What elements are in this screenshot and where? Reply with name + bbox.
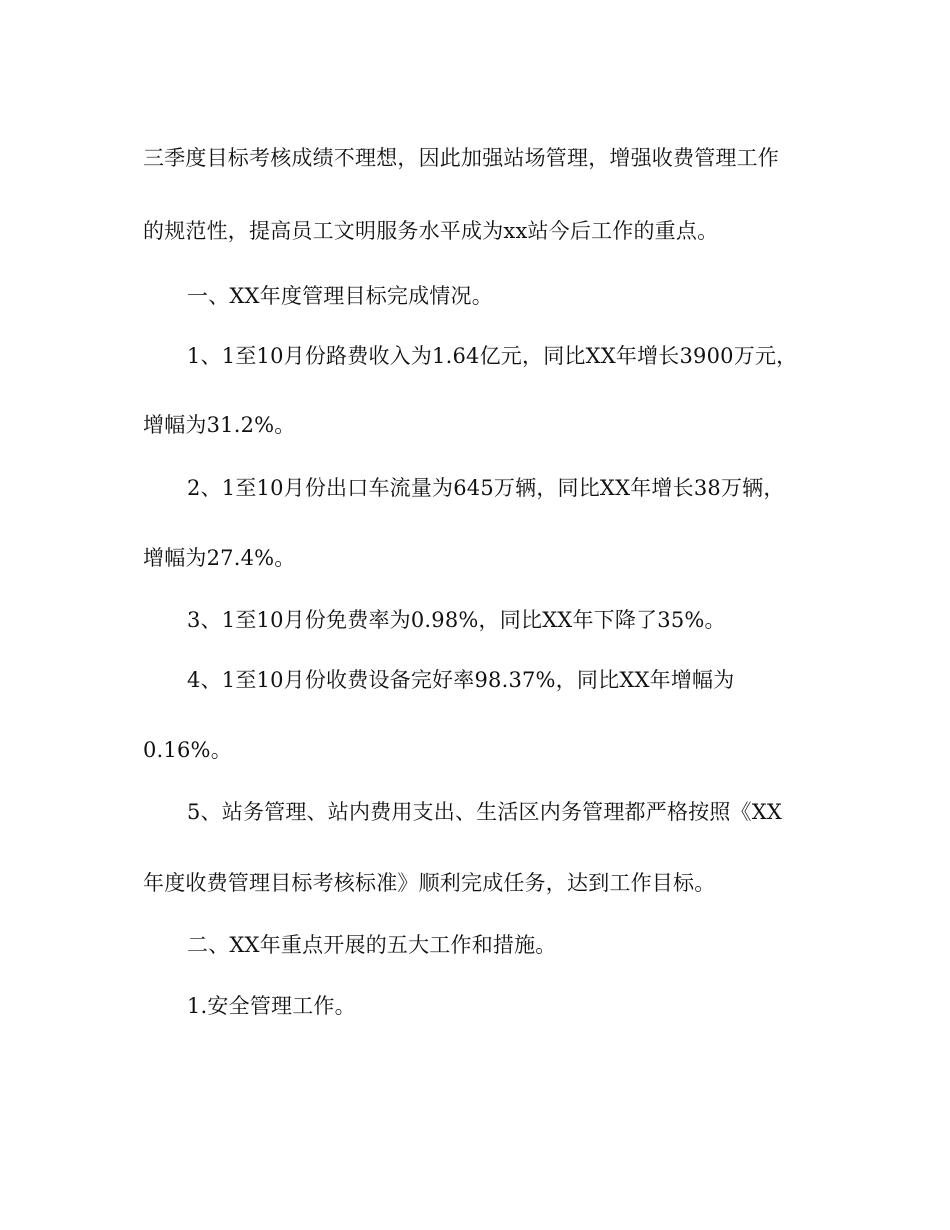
item-1-line-2: 增幅为31.2%。 bbox=[143, 413, 296, 437]
item-2-line-1: 2、1至10月份出口车流量为645万辆，同比XX年增长38万辆， bbox=[187, 476, 785, 500]
item-4-line-1: 4、1至10月份收费设备完好率98.37%，同比XX年增幅为 bbox=[187, 668, 735, 692]
item-5-line-2: 年度收费管理目标考核标准》顺利完成任务，达到工作目标。 bbox=[143, 871, 716, 895]
section-heading-1: 一、XX年度管理目标完成情况。 bbox=[187, 284, 493, 308]
item-5-line-1: 5、站务管理、站内费用支出、生活区内务管理都严格按照《XX bbox=[187, 800, 783, 824]
paragraph-line-1: 三季度目标考核成绩不理想，因此加强站场管理，增强收费管理工作 bbox=[143, 146, 779, 170]
item-1-line-1: 1、1至10月份路费收入为1.64亿元，同比XX年增长3900万元， bbox=[187, 344, 798, 368]
paragraph-line-2: 的规范性，提高员工文明服务水平成为xx站今后工作的重点。 bbox=[143, 219, 719, 243]
item-2-line-2: 增幅为27.4%。 bbox=[143, 546, 296, 570]
subsection-heading-1: 1.安全管理工作。 bbox=[187, 994, 356, 1018]
item-4-line-2: 0.16%。 bbox=[143, 738, 232, 762]
section-heading-2: 二、XX年重点开展的五大工作和措施。 bbox=[187, 933, 557, 957]
item-3-line: 3、1至10月份免费率为0.98%，同比XX年下降了35%。 bbox=[187, 608, 726, 632]
